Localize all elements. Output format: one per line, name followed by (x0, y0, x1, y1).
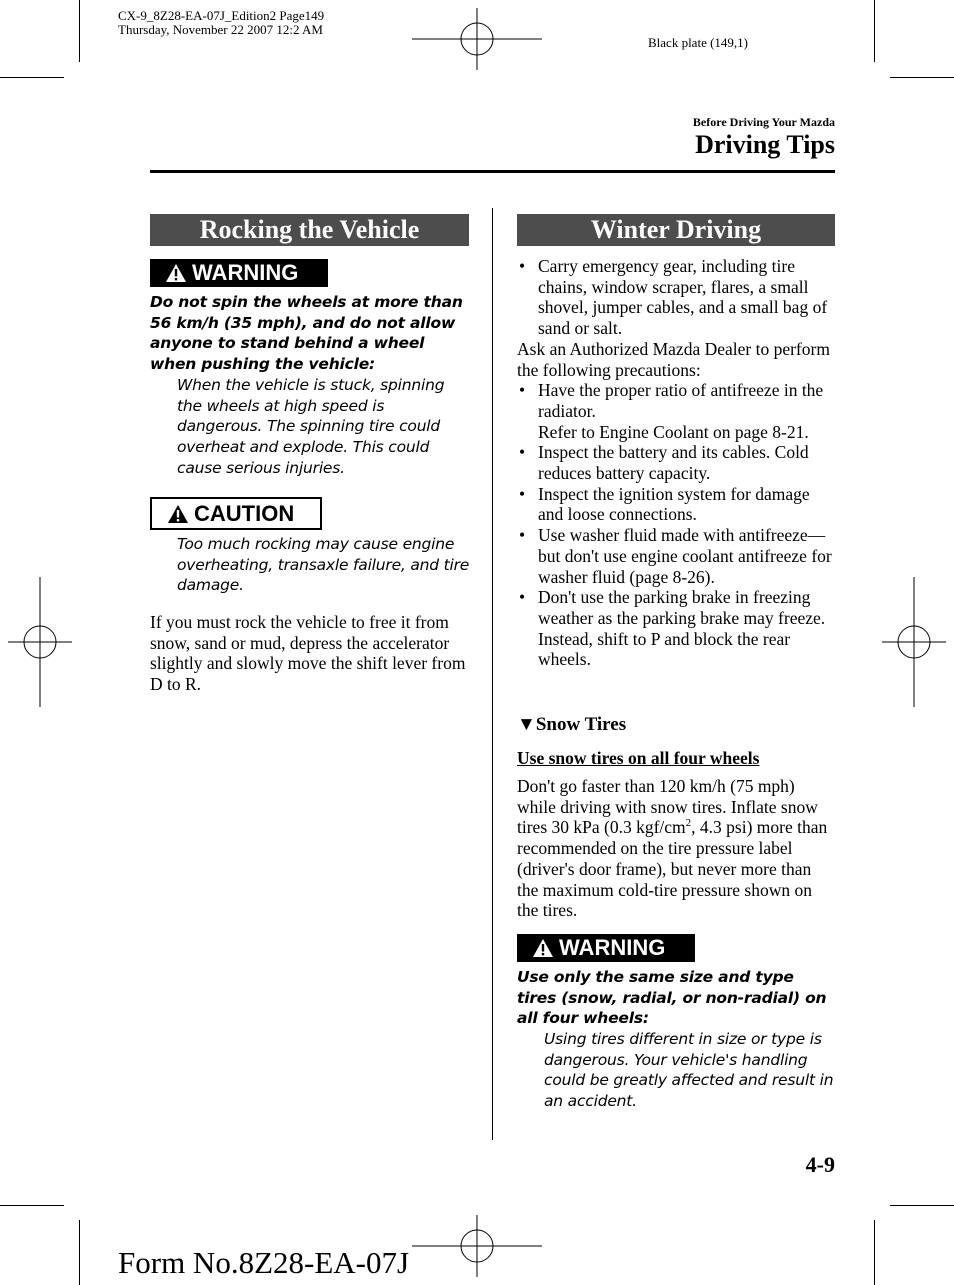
emergency-gear-list (517, 256, 835, 339)
snow-tires-rule-heading: Use snow tires on all four wheels (517, 748, 760, 768)
registration-mark-top (412, 8, 542, 70)
caution-label: CAUTION (194, 500, 295, 526)
registration-mark-bottom (412, 1215, 542, 1277)
list-item: • Carry emergency gear, including tire chains, window scraper, flares, a small shovel, jumper cables, and a small bag of sand or salt. (517, 256, 835, 339)
warning-badge-rocking (150, 259, 328, 287)
list-item: • Inspect the ignition system for damage and loose connections. (517, 484, 835, 525)
snow-tires-subheading (517, 714, 626, 736)
header-rule (150, 170, 835, 173)
warning-label: WARNING (192, 260, 299, 285)
caution-body-rocking: Too much rocking may cause engine overheating, transaxle failure, and tire damage. (177, 535, 470, 595)
registration-mark-left (8, 577, 72, 707)
warning-badge-snow-tires (517, 934, 695, 962)
warning-triangle-icon (533, 939, 553, 957)
snow-tires-title: Snow Tires (535, 714, 627, 735)
chapter-title: Before Driving Your Mazda (692, 115, 835, 129)
triangle-down-icon: ▼ (517, 714, 536, 735)
slug-plate: Black plate (149,1) (648, 35, 748, 50)
warning-label: WARNING (559, 935, 666, 960)
slug-date-line: Thursday, November 22 2007 12:2 AM (118, 22, 323, 37)
ask-dealer-text: Ask an Authorized Mazda Dealer to perform the following precautions: (517, 338, 830, 380)
list-item: • Have the proper ratio of antifreeze in the radiator. Refer to Engine Coolant on page 8-21. (517, 380, 835, 442)
section-title: Driving Tips (695, 130, 835, 159)
slug-file-line: CX-9_8Z28-EA-07J_Edition2 Page149 (118, 8, 325, 23)
registration-mark-right (882, 577, 946, 707)
caution-triangle-icon (168, 505, 188, 523)
snow-tires-paragraph: Don't go faster than 120 km/h (75 mph) while driving with snow tires. Inflate snow tires 30 kPa (0.3 kgf/$cm^2$, 4.3 psi) more than recommended on the tire pressure label (driver's door frame), but never more than the maximum cold-tire pressure shown on the tires. (517, 776, 828, 921)
form-number: Form No.8Z28-EA-07J (118, 1245, 410, 1280)
caution-badge-rocking (150, 497, 322, 530)
column-divider (492, 208, 493, 1140)
warning-body-rocking: When the vehicle is stuck, spinning the wheels at high speed is dangerous. The spinning tire could overheat and explode. This could cause serious injuries. (177, 376, 445, 477)
coolant-reference: Refer to Engine Coolant on page 8-21. (538, 421, 809, 442)
list-item: • Don't use the parking brake in freezing weather as the parking brake may freeze. Instead, shift to P and block the rear wheels. (517, 587, 835, 670)
warning-lead-snow-tires: Use only the same size and type tires (snow, radial, or non-radial) on all four wheels: (517, 968, 827, 1028)
superscript-two: 2 (685, 817, 692, 830)
warning-lead-rocking: Do not spin the wheels at more than 56 km/h (35 mph), and do not allow anyone to stand behind a wheel when pushing the vehicle: (150, 293, 463, 374)
warning-triangle-icon (166, 264, 186, 282)
warning-body-snow-tires: Using tires different in size or type is dangerous. Your vehicle's handling could be greatly affected and result in an accident. (544, 1030, 834, 1111)
list-item: • Use washer fluid made with antifreeze—but don't use engine coolant antifreeze for washer fluid (page 8-26). (517, 525, 835, 587)
page-number: 4-9 (805, 1152, 835, 1177)
winter-content (517, 256, 835, 670)
rocking-vehicle-heading: Rocking the Vehicle (150, 214, 469, 246)
rocking-paragraph: If you must rock the vehicle to free it from snow, sand or mud, depress the accelerator slightly and slowly move the shift lever from D to R. (150, 612, 466, 695)
precautions-list (517, 380, 835, 670)
winter-driving-heading: Winter Driving (517, 214, 835, 246)
list-item: • Inspect the battery and its cables. Cold reduces battery capacity. (517, 442, 835, 483)
